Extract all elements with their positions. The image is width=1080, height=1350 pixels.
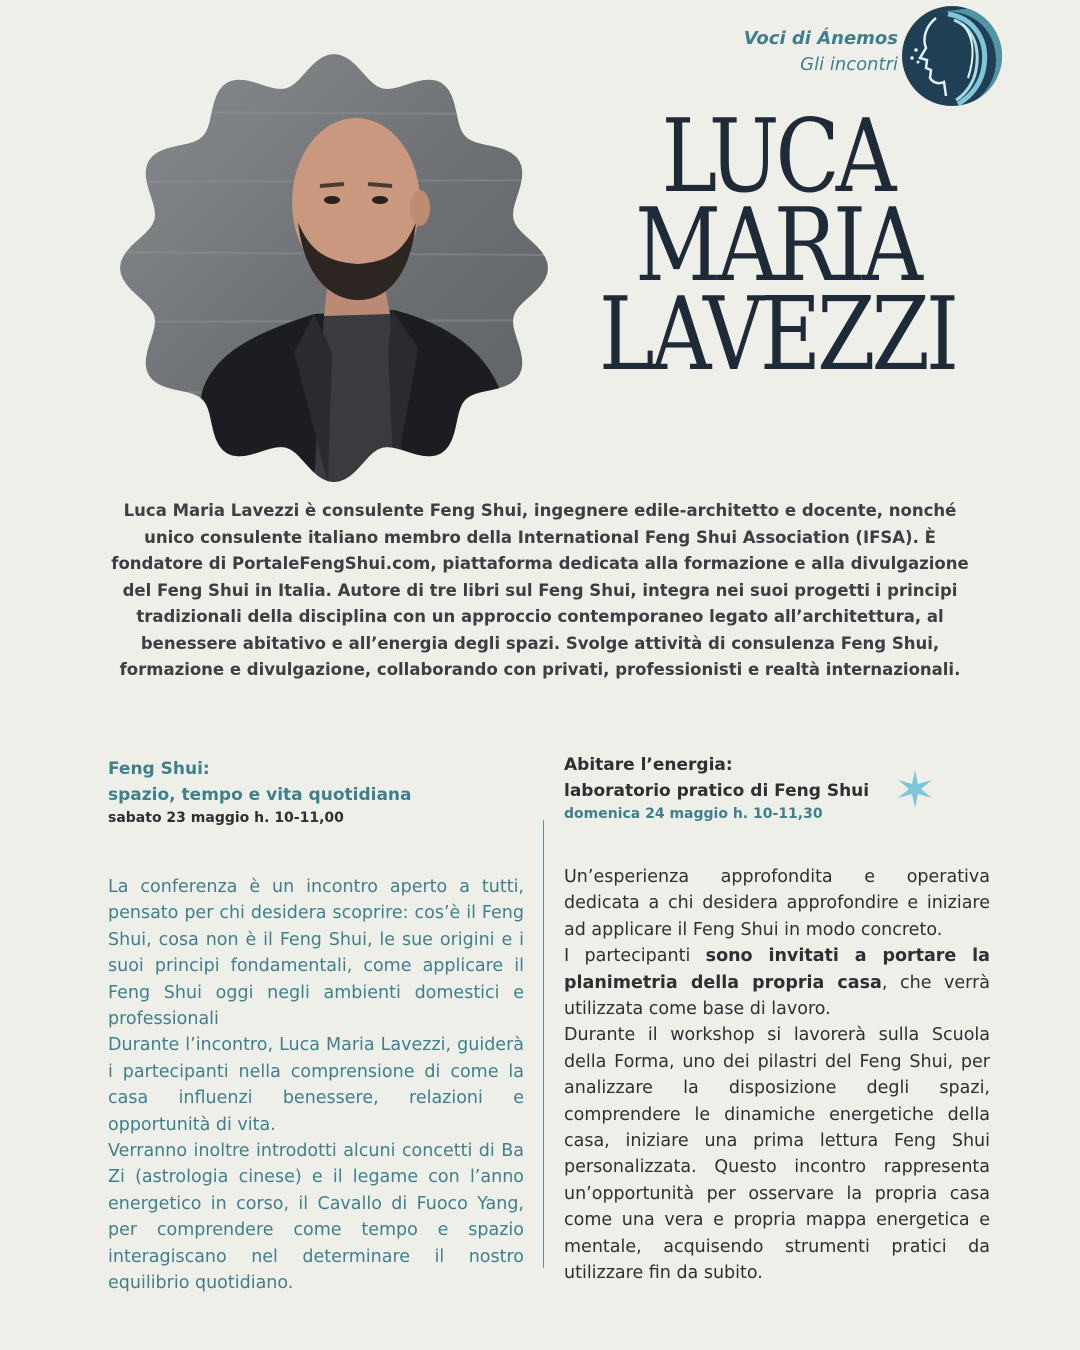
speaker-name-line-3: LAVEZZI bbox=[598, 275, 956, 393]
event-conference-title-line-2: spazio, tempo e vita quotidiana bbox=[108, 785, 412, 805]
speaker-name bbox=[562, 97, 992, 393]
event-workshop-paragraph-1: Un’esperienza approfondita e operativa dedicata a chi desidera approfondire e iniziare ad applicare il Feng Shui in modo concreto. bbox=[564, 867, 990, 940]
event-workshop-paragraph-3: Durante il workshop si lavorerà sulla Scuola della Forma, uno dei pilastri del Feng Shui, per analizzare la disposizione degli spazi, comprendere le dinamiche energetiche della casa, iniziare una prima lettura Feng Shui personalizzata. Questo incontro rappresenta un’opportunità per osservare la propria casa come una vera e propria mappa energetica e mentale, acquisendo strumenti pratici da utilizzare fin da subito. bbox=[564, 1025, 990, 1284]
event-conference-date: sabato 23 maggio h. 10-11,00 bbox=[108, 810, 344, 826]
event-workshop-date: domenica 24 maggio h. 10-11,30 bbox=[564, 806, 823, 822]
column-divider bbox=[543, 820, 544, 1268]
speaker-bio: Luca Maria Lavezzi è consulente Feng Shui, ingegnere edile-architetto e docente, nonché unico consulente italiano membro della International Feng Shui Association (IFSA). È fondatore di PortaleFengShui.com, piattaforma dedicata alla formazione e alla divulgazione del Feng Shui in Italia. Autore di tre libri sul Feng Shui, integra nei suoi progetti i principi tradizionali della disciplina con un approccio contemporaneo legato all’architettura, al benessere abitativo e all’energia degli spazi. Svolge attività di consulenza Feng Shui, formazione e divulgazione, collaborando con privati, professionisti e realtà internazionali. bbox=[111, 501, 969, 679]
brand-title: Voci di Ánemos bbox=[743, 28, 898, 49]
event-workshop-p2-pre: I partecipanti bbox=[564, 946, 706, 967]
speaker-name-line-1: LUCA bbox=[661, 97, 893, 216]
event-workshop-title-line-2: laboratorio pratico di Feng Shui bbox=[564, 781, 870, 801]
event-conference-description bbox=[108, 874, 524, 1297]
event-conference-paragraph-1: La conferenza è un incontro aperto a tutti, pensato per chi desidera scoprire: cos’è il Feng Shui, cosa non è il Feng Shui, le sue origini e i suoi principi fondamentali, come applicare il Feng Shui oggi negli ambienti domestici e professionali bbox=[108, 877, 524, 1030]
speaker-portrait bbox=[118, 52, 550, 484]
event-workshop-paragraph-2 bbox=[564, 943, 990, 1022]
woman-profile-logo-icon bbox=[900, 4, 1004, 108]
brand-block bbox=[744, 26, 898, 78]
event-workshop-title-line-1: Abitare l’energia: bbox=[564, 755, 733, 775]
event-conference-paragraph-2: Durante l’incontro, Luca Maria Lavezzi, guiderà i partecipanti nella comprensione di come la casa influenzi benessere, relazioni e opportunità di vita. bbox=[108, 1035, 524, 1135]
event-workshop bbox=[564, 752, 990, 1287]
speaker-name-line-2: MARIA bbox=[635, 186, 919, 304]
event-workshop-p2-bold: sono invitati a portare la planimetria della propria casa bbox=[564, 946, 990, 993]
event-conference-paragraph-3: Verranno inoltre introdotti alcuni concetti di Ba Zi (astrologia cinese) e il legame con l’anno energetico in corso, il Cavallo di Fuoco Yang, per comprendere come tempo e spazio interagiscano nel determinare il nostro equilibrio quotidiano. bbox=[108, 1141, 524, 1294]
event-workshop-description bbox=[564, 864, 990, 1287]
event-conference bbox=[108, 756, 524, 1297]
event-conference-title-line-1: Feng Shui: bbox=[108, 759, 210, 779]
brand-subtitle: Gli incontri bbox=[800, 54, 898, 75]
event-workshop-p2-post: , che verrà utilizzata come base di lavoro. bbox=[564, 972, 990, 1020]
